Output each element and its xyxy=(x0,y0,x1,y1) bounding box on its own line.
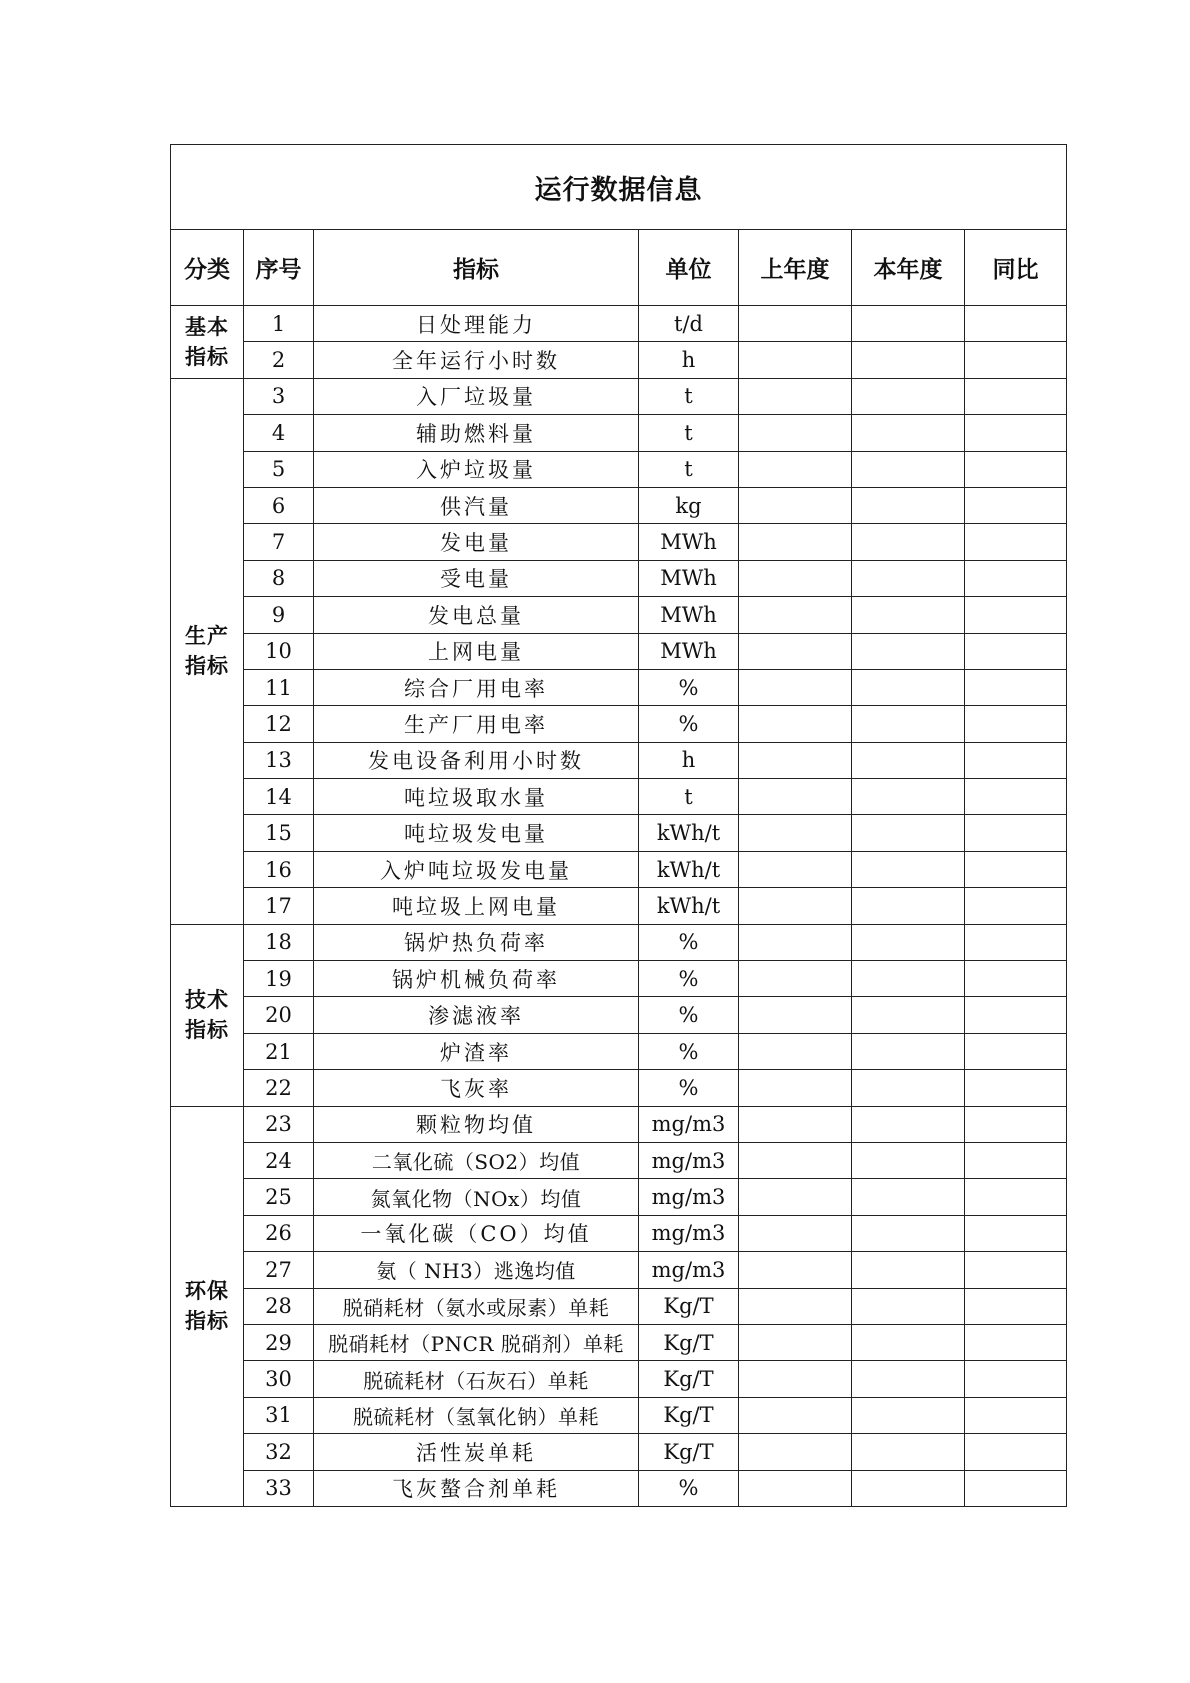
yoy-cell xyxy=(965,1470,1067,1506)
yoy-cell xyxy=(965,924,1067,960)
last-year-cell xyxy=(739,487,852,523)
table-row xyxy=(171,378,1067,414)
seq-cell: 6 xyxy=(244,487,314,523)
metric-cell: 吨垃圾取水量 xyxy=(314,779,639,815)
this-year-cell xyxy=(852,306,965,342)
seq-cell: 29 xyxy=(244,1324,314,1360)
metric-cell: 脱硝耗材（PNCR 脱硝剂）单耗 xyxy=(314,1324,639,1360)
metric-cell: 入厂垃圾量 xyxy=(314,378,639,414)
metric-cell: 脱硫耗材（氢氧化钠）单耗 xyxy=(314,1397,639,1433)
this-year-cell xyxy=(852,1252,965,1288)
yoy-cell xyxy=(965,451,1067,487)
header-last-year: 上年度 xyxy=(739,230,852,306)
this-year-cell xyxy=(852,1288,965,1324)
seq-cell: 31 xyxy=(244,1397,314,1433)
last-year-cell xyxy=(739,779,852,815)
metric-cell: 二氧化硫（SO2）均值 xyxy=(314,1142,639,1178)
this-year-cell xyxy=(852,560,965,596)
seq-cell: 32 xyxy=(244,1434,314,1470)
seq-cell: 30 xyxy=(244,1361,314,1397)
yoy-cell xyxy=(965,1033,1067,1069)
yoy-cell xyxy=(965,706,1067,742)
table-row xyxy=(171,1361,1067,1397)
category-label: 技术指标 xyxy=(185,988,229,1043)
yoy-cell xyxy=(965,1179,1067,1215)
unit-cell: t/d xyxy=(639,306,739,342)
this-year-cell xyxy=(852,1361,965,1397)
last-year-cell xyxy=(739,924,852,960)
metric-cell: 飞灰螯合剂单耗 xyxy=(314,1470,639,1506)
unit-cell: t xyxy=(639,451,739,487)
last-year-cell xyxy=(739,706,852,742)
seq-cell: 2 xyxy=(244,342,314,378)
unit-cell: mg/m3 xyxy=(639,1106,739,1142)
unit-cell: % xyxy=(639,669,739,705)
this-year-cell xyxy=(852,1179,965,1215)
this-year-cell xyxy=(852,487,965,523)
unit-cell: Kg/T xyxy=(639,1397,739,1433)
table-row xyxy=(171,1070,1067,1106)
table-row xyxy=(171,1215,1067,1251)
unit-cell: kWh/t xyxy=(639,815,739,851)
unit-cell: h xyxy=(639,342,739,378)
yoy-cell xyxy=(965,1215,1067,1251)
metric-cell: 飞灰率 xyxy=(314,1070,639,1106)
this-year-cell xyxy=(852,378,965,414)
seq-cell: 5 xyxy=(244,451,314,487)
table-row xyxy=(171,851,1067,887)
metric-cell: 吨垃圾上网电量 xyxy=(314,888,639,924)
table-row xyxy=(171,1434,1067,1470)
yoy-cell xyxy=(965,888,1067,924)
this-year-cell xyxy=(852,888,965,924)
metric-cell: 发电量 xyxy=(314,524,639,560)
seq-cell: 13 xyxy=(244,742,314,778)
unit-cell: mg/m3 xyxy=(639,1142,739,1178)
yoy-cell xyxy=(965,560,1067,596)
last-year-cell xyxy=(739,597,852,633)
unit-cell: MWh xyxy=(639,633,739,669)
last-year-cell xyxy=(739,1106,852,1142)
table-row xyxy=(171,742,1067,778)
metric-cell: 脱硝耗材（氨水或尿素）单耗 xyxy=(314,1288,639,1324)
yoy-cell xyxy=(965,487,1067,523)
seq-cell: 17 xyxy=(244,888,314,924)
unit-cell: mg/m3 xyxy=(639,1252,739,1288)
yoy-cell xyxy=(965,1361,1067,1397)
unit-cell: MWh xyxy=(639,560,739,596)
seq-cell: 1 xyxy=(244,306,314,342)
table-title: 运行数据信息 xyxy=(171,145,1067,230)
seq-cell: 11 xyxy=(244,669,314,705)
category-cell xyxy=(171,378,244,924)
this-year-cell xyxy=(852,961,965,997)
last-year-cell xyxy=(739,1033,852,1069)
last-year-cell xyxy=(739,560,852,596)
unit-cell: t xyxy=(639,415,739,451)
yoy-cell xyxy=(965,1252,1067,1288)
yoy-cell xyxy=(965,997,1067,1033)
table-row xyxy=(171,924,1067,960)
yoy-cell xyxy=(965,779,1067,815)
operation-data-table xyxy=(170,144,1067,1507)
unit-cell: kg xyxy=(639,487,739,523)
last-year-cell xyxy=(739,1397,852,1433)
header-row xyxy=(171,230,1067,306)
category-label: 生产指标 xyxy=(185,624,229,679)
this-year-cell xyxy=(852,1142,965,1178)
last-year-cell xyxy=(739,524,852,560)
seq-cell: 15 xyxy=(244,815,314,851)
unit-cell: t xyxy=(639,779,739,815)
table-row xyxy=(171,1179,1067,1215)
last-year-cell xyxy=(739,1142,852,1178)
unit-cell: % xyxy=(639,1470,739,1506)
last-year-cell xyxy=(739,1288,852,1324)
table-row xyxy=(171,524,1067,560)
unit-cell: Kg/T xyxy=(639,1361,739,1397)
table-row xyxy=(171,1252,1067,1288)
table-row xyxy=(171,451,1067,487)
table-row xyxy=(171,487,1067,523)
yoy-cell xyxy=(965,1070,1067,1106)
table-row xyxy=(171,560,1067,596)
yoy-cell xyxy=(965,815,1067,851)
unit-cell: % xyxy=(639,1033,739,1069)
metric-cell: 脱硫耗材（石灰石）单耗 xyxy=(314,1361,639,1397)
table-row xyxy=(171,415,1067,451)
seq-cell: 10 xyxy=(244,633,314,669)
table-row xyxy=(171,1397,1067,1433)
header-yoy: 同比 xyxy=(965,230,1067,306)
seq-cell: 27 xyxy=(244,1252,314,1288)
metric-cell: 上网电量 xyxy=(314,633,639,669)
unit-cell: t xyxy=(639,378,739,414)
unit-cell: kWh/t xyxy=(639,851,739,887)
last-year-cell xyxy=(739,1252,852,1288)
metric-cell: 氮氧化物（NOx）均值 xyxy=(314,1179,639,1215)
last-year-cell xyxy=(739,669,852,705)
seq-cell: 4 xyxy=(244,415,314,451)
unit-cell: Kg/T xyxy=(639,1288,739,1324)
this-year-cell xyxy=(852,633,965,669)
metric-cell: 锅炉机械负荷率 xyxy=(314,961,639,997)
table-row xyxy=(171,997,1067,1033)
header-unit: 单位 xyxy=(639,230,739,306)
table-row xyxy=(171,961,1067,997)
header-metric: 指标 xyxy=(314,230,639,306)
seq-cell: 16 xyxy=(244,851,314,887)
this-year-cell xyxy=(852,815,965,851)
metric-cell: 入炉吨垃圾发电量 xyxy=(314,851,639,887)
metric-cell: 受电量 xyxy=(314,560,639,596)
last-year-cell xyxy=(739,1324,852,1360)
unit-cell: kWh/t xyxy=(639,888,739,924)
category-label: 基本指标 xyxy=(185,314,229,369)
title-row xyxy=(171,145,1067,230)
table-row xyxy=(171,306,1067,342)
last-year-cell xyxy=(739,633,852,669)
metric-cell: 一氧化碳（CO）均值 xyxy=(314,1215,639,1251)
metric-cell: 供汽量 xyxy=(314,487,639,523)
unit-cell: % xyxy=(639,997,739,1033)
yoy-cell xyxy=(965,1434,1067,1470)
metric-cell: 全年运行小时数 xyxy=(314,342,639,378)
yoy-cell xyxy=(965,1142,1067,1178)
seq-cell: 12 xyxy=(244,706,314,742)
last-year-cell xyxy=(739,1179,852,1215)
yoy-cell xyxy=(965,961,1067,997)
this-year-cell xyxy=(852,342,965,378)
last-year-cell xyxy=(739,342,852,378)
last-year-cell xyxy=(739,742,852,778)
yoy-cell xyxy=(965,597,1067,633)
yoy-cell xyxy=(965,342,1067,378)
seq-cell: 9 xyxy=(244,597,314,633)
seq-cell: 24 xyxy=(244,1142,314,1178)
header-category: 分类 xyxy=(171,230,244,306)
yoy-cell xyxy=(965,742,1067,778)
last-year-cell xyxy=(739,1070,852,1106)
seq-cell: 28 xyxy=(244,1288,314,1324)
this-year-cell xyxy=(852,1215,965,1251)
table-row xyxy=(171,1324,1067,1360)
last-year-cell xyxy=(739,815,852,851)
table-row xyxy=(171,888,1067,924)
seq-cell: 25 xyxy=(244,1179,314,1215)
table-row xyxy=(171,597,1067,633)
seq-cell: 22 xyxy=(244,1070,314,1106)
unit-cell: h xyxy=(639,742,739,778)
this-year-cell xyxy=(852,706,965,742)
last-year-cell xyxy=(739,378,852,414)
unit-cell: % xyxy=(639,924,739,960)
table-row xyxy=(171,1033,1067,1069)
table-row xyxy=(171,706,1067,742)
this-year-cell xyxy=(852,779,965,815)
metric-cell: 渗滤液率 xyxy=(314,997,639,1033)
table-row xyxy=(171,342,1067,378)
seq-cell: 20 xyxy=(244,997,314,1033)
table-row xyxy=(171,1288,1067,1324)
seq-cell: 3 xyxy=(244,378,314,414)
yoy-cell xyxy=(965,524,1067,560)
yoy-cell xyxy=(965,633,1067,669)
unit-cell: mg/m3 xyxy=(639,1215,739,1251)
last-year-cell xyxy=(739,1434,852,1470)
metric-cell: 颗粒物均值 xyxy=(314,1106,639,1142)
table-row xyxy=(171,815,1067,851)
metric-cell: 吨垃圾发电量 xyxy=(314,815,639,851)
this-year-cell xyxy=(852,451,965,487)
unit-cell: MWh xyxy=(639,524,739,560)
this-year-cell xyxy=(852,669,965,705)
metric-cell: 炉渣率 xyxy=(314,1033,639,1069)
last-year-cell xyxy=(739,888,852,924)
metric-cell: 综合厂用电率 xyxy=(314,669,639,705)
seq-cell: 19 xyxy=(244,961,314,997)
metric-cell: 发电设备利用小时数 xyxy=(314,742,639,778)
this-year-cell xyxy=(852,1106,965,1142)
yoy-cell xyxy=(965,415,1067,451)
yoy-cell xyxy=(965,1288,1067,1324)
unit-cell: mg/m3 xyxy=(639,1179,739,1215)
this-year-cell xyxy=(852,924,965,960)
category-label: 环保指标 xyxy=(185,1279,229,1334)
last-year-cell xyxy=(739,1215,852,1251)
table-row xyxy=(171,779,1067,815)
table-row xyxy=(171,1142,1067,1178)
this-year-cell xyxy=(852,1070,965,1106)
this-year-cell xyxy=(852,1324,965,1360)
last-year-cell xyxy=(739,1361,852,1397)
table-body xyxy=(171,306,1067,1507)
last-year-cell xyxy=(739,1470,852,1506)
table-row xyxy=(171,669,1067,705)
yoy-cell xyxy=(965,1106,1067,1142)
last-year-cell xyxy=(739,415,852,451)
seq-cell: 23 xyxy=(244,1106,314,1142)
unit-cell: MWh xyxy=(639,597,739,633)
yoy-cell xyxy=(965,1397,1067,1433)
seq-cell: 21 xyxy=(244,1033,314,1069)
table-row xyxy=(171,1106,1067,1142)
this-year-cell xyxy=(852,997,965,1033)
this-year-cell xyxy=(852,597,965,633)
this-year-cell xyxy=(852,415,965,451)
seq-cell: 33 xyxy=(244,1470,314,1506)
yoy-cell xyxy=(965,669,1067,705)
metric-cell: 日处理能力 xyxy=(314,306,639,342)
last-year-cell xyxy=(739,306,852,342)
metric-cell: 锅炉热负荷率 xyxy=(314,924,639,960)
last-year-cell xyxy=(739,997,852,1033)
unit-cell: % xyxy=(639,706,739,742)
seq-cell: 18 xyxy=(244,924,314,960)
metric-cell: 氨（ NH3）逃逸均值 xyxy=(314,1252,639,1288)
metric-cell: 活性炭单耗 xyxy=(314,1434,639,1470)
this-year-cell xyxy=(852,1033,965,1069)
category-cell xyxy=(171,306,244,379)
this-year-cell xyxy=(852,742,965,778)
yoy-cell xyxy=(965,1324,1067,1360)
this-year-cell xyxy=(852,851,965,887)
unit-cell: % xyxy=(639,1070,739,1106)
this-year-cell xyxy=(852,524,965,560)
category-cell xyxy=(171,924,244,1106)
seq-cell: 14 xyxy=(244,779,314,815)
metric-cell: 辅助燃料量 xyxy=(314,415,639,451)
seq-cell: 26 xyxy=(244,1215,314,1251)
yoy-cell xyxy=(965,378,1067,414)
metric-cell: 生产厂用电率 xyxy=(314,706,639,742)
metric-cell: 发电总量 xyxy=(314,597,639,633)
header-seq: 序号 xyxy=(244,230,314,306)
table-row xyxy=(171,633,1067,669)
this-year-cell xyxy=(852,1397,965,1433)
yoy-cell xyxy=(965,851,1067,887)
yoy-cell xyxy=(965,306,1067,342)
last-year-cell xyxy=(739,451,852,487)
category-cell xyxy=(171,1106,244,1506)
table-row xyxy=(171,1470,1067,1506)
last-year-cell xyxy=(739,961,852,997)
seq-cell: 7 xyxy=(244,524,314,560)
metric-cell: 入炉垃圾量 xyxy=(314,451,639,487)
this-year-cell xyxy=(852,1470,965,1506)
unit-cell: % xyxy=(639,961,739,997)
unit-cell: Kg/T xyxy=(639,1324,739,1360)
seq-cell: 8 xyxy=(244,560,314,596)
unit-cell: Kg/T xyxy=(639,1434,739,1470)
last-year-cell xyxy=(739,851,852,887)
this-year-cell xyxy=(852,1434,965,1470)
header-this-year: 本年度 xyxy=(852,230,965,306)
